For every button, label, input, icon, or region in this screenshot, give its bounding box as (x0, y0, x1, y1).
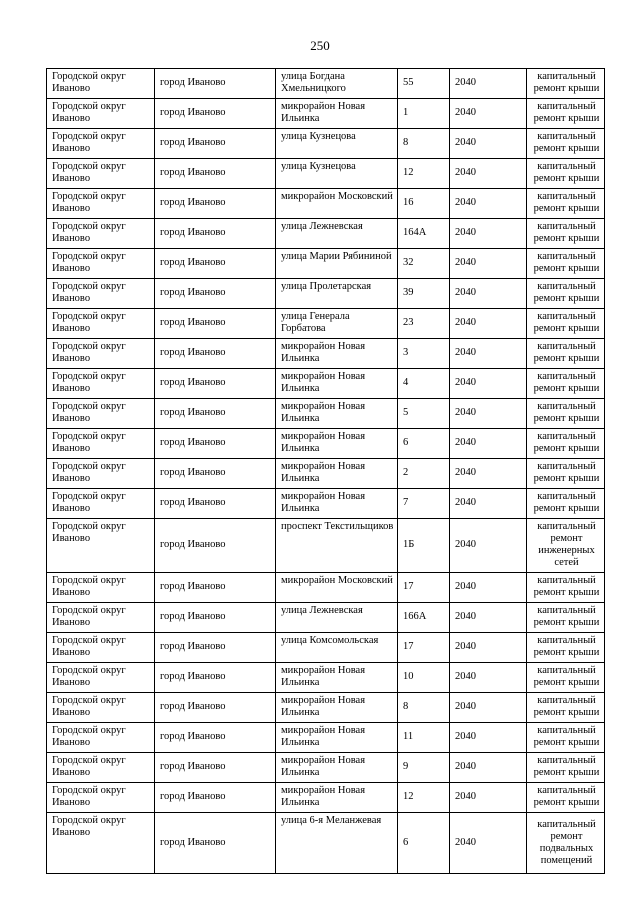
year-cell: 2040 (450, 573, 527, 603)
street-cell: микрорайон Московский (276, 189, 398, 219)
house-number-cell: 55 (398, 69, 450, 99)
house-number-cell: 39 (398, 279, 450, 309)
house-number-cell: 5 (398, 399, 450, 429)
city-cell: город Иваново (155, 723, 276, 753)
year-cell: 2040 (450, 519, 527, 573)
city-cell: город Иваново (155, 489, 276, 519)
work-type-cell: капитальный ремонт крыши (527, 249, 605, 279)
city-cell: город Иваново (155, 249, 276, 279)
year-cell: 2040 (450, 723, 527, 753)
street-cell: микрорайон Новая Ильинка (276, 99, 398, 129)
city-cell: город Иваново (155, 519, 276, 573)
city-cell: город Иваново (155, 129, 276, 159)
work-type-cell: капитальный ремонт крыши (527, 753, 605, 783)
district-cell: Городской округ Иваново (47, 633, 155, 663)
table-row (47, 663, 605, 693)
district-cell: Городской округ Иваново (47, 459, 155, 489)
table-row (47, 429, 605, 459)
table-row (47, 69, 605, 99)
street-cell: улица Лежневская (276, 219, 398, 249)
city-cell: город Иваново (155, 783, 276, 813)
street-cell: микрорайон Новая Ильинка (276, 663, 398, 693)
district-cell: Городской округ Иваново (47, 693, 155, 723)
city-cell: город Иваново (155, 339, 276, 369)
table-row (47, 249, 605, 279)
house-number-cell: 4 (398, 369, 450, 399)
table-row (47, 309, 605, 339)
year-cell: 2040 (450, 369, 527, 399)
table-row (47, 519, 605, 573)
street-cell: микрорайон Новая Ильинка (276, 753, 398, 783)
city-cell: город Иваново (155, 99, 276, 129)
district-cell: Городской округ Иваново (47, 603, 155, 633)
work-type-cell: капитальный ремонт подвальных помещений (527, 813, 605, 874)
street-cell: улица Генерала Горбатова (276, 309, 398, 339)
street-cell: улица 6-я Меланжевая (276, 813, 398, 874)
table-row (47, 159, 605, 189)
city-cell: город Иваново (155, 309, 276, 339)
table-row (47, 129, 605, 159)
year-cell: 2040 (450, 279, 527, 309)
table-row (47, 399, 605, 429)
work-type-cell: капитальный ремонт крыши (527, 459, 605, 489)
house-number-cell: 10 (398, 663, 450, 693)
house-number-cell: 6 (398, 429, 450, 459)
city-cell: город Иваново (155, 603, 276, 633)
year-cell: 2040 (450, 159, 527, 189)
district-cell: Городской округ Иваново (47, 723, 155, 753)
work-type-cell: капитальный ремонт инженерных сетей (527, 519, 605, 573)
table-row (47, 753, 605, 783)
house-number-cell: 164А (398, 219, 450, 249)
district-cell: Городской округ Иваново (47, 339, 155, 369)
house-number-cell: 7 (398, 489, 450, 519)
year-cell: 2040 (450, 783, 527, 813)
house-number-cell: 1 (398, 99, 450, 129)
street-cell: микрорайон Новая Ильинка (276, 723, 398, 753)
street-cell: микрорайон Новая Ильинка (276, 783, 398, 813)
city-cell: город Иваново (155, 813, 276, 874)
work-type-cell: капитальный ремонт крыши (527, 219, 605, 249)
city-cell: город Иваново (155, 693, 276, 723)
table-row (47, 633, 605, 663)
table-row (47, 279, 605, 309)
district-cell: Городской округ Иваново (47, 519, 155, 573)
district-cell: Городской округ Иваново (47, 663, 155, 693)
city-cell: город Иваново (155, 369, 276, 399)
street-cell: микрорайон Новая Ильинка (276, 369, 398, 399)
house-number-cell: 11 (398, 723, 450, 753)
year-cell: 2040 (450, 249, 527, 279)
work-type-cell: капитальный ремонт крыши (527, 279, 605, 309)
district-cell: Городской округ Иваново (47, 309, 155, 339)
work-type-cell: капитальный ремонт крыши (527, 633, 605, 663)
district-cell: Городской округ Иваново (47, 399, 155, 429)
street-cell: микрорайон Новая Ильинка (276, 489, 398, 519)
city-cell: город Иваново (155, 279, 276, 309)
year-cell: 2040 (450, 693, 527, 723)
year-cell: 2040 (450, 399, 527, 429)
house-number-cell: 3 (398, 339, 450, 369)
district-cell: Городской округ Иваново (47, 489, 155, 519)
work-type-cell: капитальный ремонт крыши (527, 159, 605, 189)
house-number-cell: 16 (398, 189, 450, 219)
year-cell: 2040 (450, 603, 527, 633)
district-cell: Городской округ Иваново (47, 429, 155, 459)
year-cell: 2040 (450, 129, 527, 159)
table-row (47, 219, 605, 249)
house-number-cell: 23 (398, 309, 450, 339)
year-cell: 2040 (450, 189, 527, 219)
city-cell: город Иваново (155, 633, 276, 663)
year-cell: 2040 (450, 633, 527, 663)
table-row (47, 489, 605, 519)
district-cell: Городской округ Иваново (47, 99, 155, 129)
table-row (47, 339, 605, 369)
street-cell: микрорайон Новая Ильинка (276, 459, 398, 489)
work-type-cell: капитальный ремонт крыши (527, 69, 605, 99)
year-cell: 2040 (450, 459, 527, 489)
work-type-cell: капитальный ремонт крыши (527, 429, 605, 459)
year-cell: 2040 (450, 219, 527, 249)
city-cell: город Иваново (155, 219, 276, 249)
street-cell: проспект Текстильщиков (276, 519, 398, 573)
street-cell: микрорайон Новая Ильинка (276, 339, 398, 369)
work-type-cell: капитальный ремонт крыши (527, 129, 605, 159)
work-type-cell: капитальный ремонт крыши (527, 189, 605, 219)
street-cell: микрорайон Новая Ильинка (276, 429, 398, 459)
year-cell: 2040 (450, 99, 527, 129)
house-number-cell: 8 (398, 693, 450, 723)
table-row (47, 693, 605, 723)
street-cell: улица Марии Рябининой (276, 249, 398, 279)
street-cell: улица Кузнецова (276, 159, 398, 189)
table-row (47, 573, 605, 603)
street-cell: улица Богдана Хмельницкого (276, 69, 398, 99)
house-number-cell: 6 (398, 813, 450, 874)
table-row (47, 603, 605, 633)
house-number-cell: 166А (398, 603, 450, 633)
city-cell: город Иваново (155, 663, 276, 693)
work-type-cell: капитальный ремонт крыши (527, 723, 605, 753)
year-cell: 2040 (450, 69, 527, 99)
table-row (47, 459, 605, 489)
table-row (47, 189, 605, 219)
district-cell: Городской округ Иваново (47, 219, 155, 249)
district-cell: Городской округ Иваново (47, 813, 155, 874)
house-number-cell: 17 (398, 573, 450, 603)
work-type-cell: капитальный ремонт крыши (527, 693, 605, 723)
table-body (47, 69, 605, 874)
year-cell: 2040 (450, 753, 527, 783)
table-row (47, 783, 605, 813)
house-number-cell: 12 (398, 783, 450, 813)
street-cell: улица Пролетарская (276, 279, 398, 309)
district-cell: Городской округ Иваново (47, 129, 155, 159)
work-type-cell: капитальный ремонт крыши (527, 783, 605, 813)
work-type-cell: капитальный ремонт крыши (527, 489, 605, 519)
city-cell: город Иваново (155, 189, 276, 219)
house-number-cell: 12 (398, 159, 450, 189)
work-type-cell: капитальный ремонт крыши (527, 369, 605, 399)
work-type-cell: капитальный ремонт крыши (527, 309, 605, 339)
year-cell: 2040 (450, 309, 527, 339)
district-cell: Городской округ Иваново (47, 249, 155, 279)
street-cell: улица Комсомольская (276, 633, 398, 663)
work-type-cell: капитальный ремонт крыши (527, 339, 605, 369)
work-type-cell: капитальный ремонт крыши (527, 603, 605, 633)
district-cell: Городской округ Иваново (47, 159, 155, 189)
table-row (47, 99, 605, 129)
district-cell: Городской округ Иваново (47, 69, 155, 99)
house-number-cell: 9 (398, 753, 450, 783)
city-cell: город Иваново (155, 429, 276, 459)
street-cell: микрорайон Новая Ильинка (276, 399, 398, 429)
work-type-cell: капитальный ремонт крыши (527, 663, 605, 693)
street-cell: микрорайон Новая Ильинка (276, 693, 398, 723)
work-type-cell: капитальный ремонт крыши (527, 399, 605, 429)
house-number-cell: 2 (398, 459, 450, 489)
table-row (47, 723, 605, 753)
repair-schedule-table (46, 68, 605, 874)
year-cell: 2040 (450, 663, 527, 693)
year-cell: 2040 (450, 813, 527, 874)
table-row (47, 813, 605, 874)
district-cell: Городской округ Иваново (47, 753, 155, 783)
page-number: 250 (310, 38, 330, 53)
city-cell: город Иваново (155, 459, 276, 489)
district-cell: Городской округ Иваново (47, 279, 155, 309)
year-cell: 2040 (450, 339, 527, 369)
city-cell: город Иваново (155, 399, 276, 429)
house-number-cell: 17 (398, 633, 450, 663)
district-cell: Городской округ Иваново (47, 189, 155, 219)
city-cell: город Иваново (155, 159, 276, 189)
house-number-cell: 1Б (398, 519, 450, 573)
year-cell: 2040 (450, 489, 527, 519)
work-type-cell: капитальный ремонт крыши (527, 573, 605, 603)
city-cell: город Иваново (155, 69, 276, 99)
house-number-cell: 8 (398, 129, 450, 159)
district-cell: Городской округ Иваново (47, 369, 155, 399)
district-cell: Городской округ Иваново (47, 573, 155, 603)
district-cell: Городской округ Иваново (47, 783, 155, 813)
city-cell: город Иваново (155, 573, 276, 603)
table-row (47, 369, 605, 399)
street-cell: улица Кузнецова (276, 129, 398, 159)
city-cell: город Иваново (155, 753, 276, 783)
street-cell: улица Лежневская (276, 603, 398, 633)
year-cell: 2040 (450, 429, 527, 459)
street-cell: микрорайон Московский (276, 573, 398, 603)
house-number-cell: 32 (398, 249, 450, 279)
work-type-cell: капитальный ремонт крыши (527, 99, 605, 129)
